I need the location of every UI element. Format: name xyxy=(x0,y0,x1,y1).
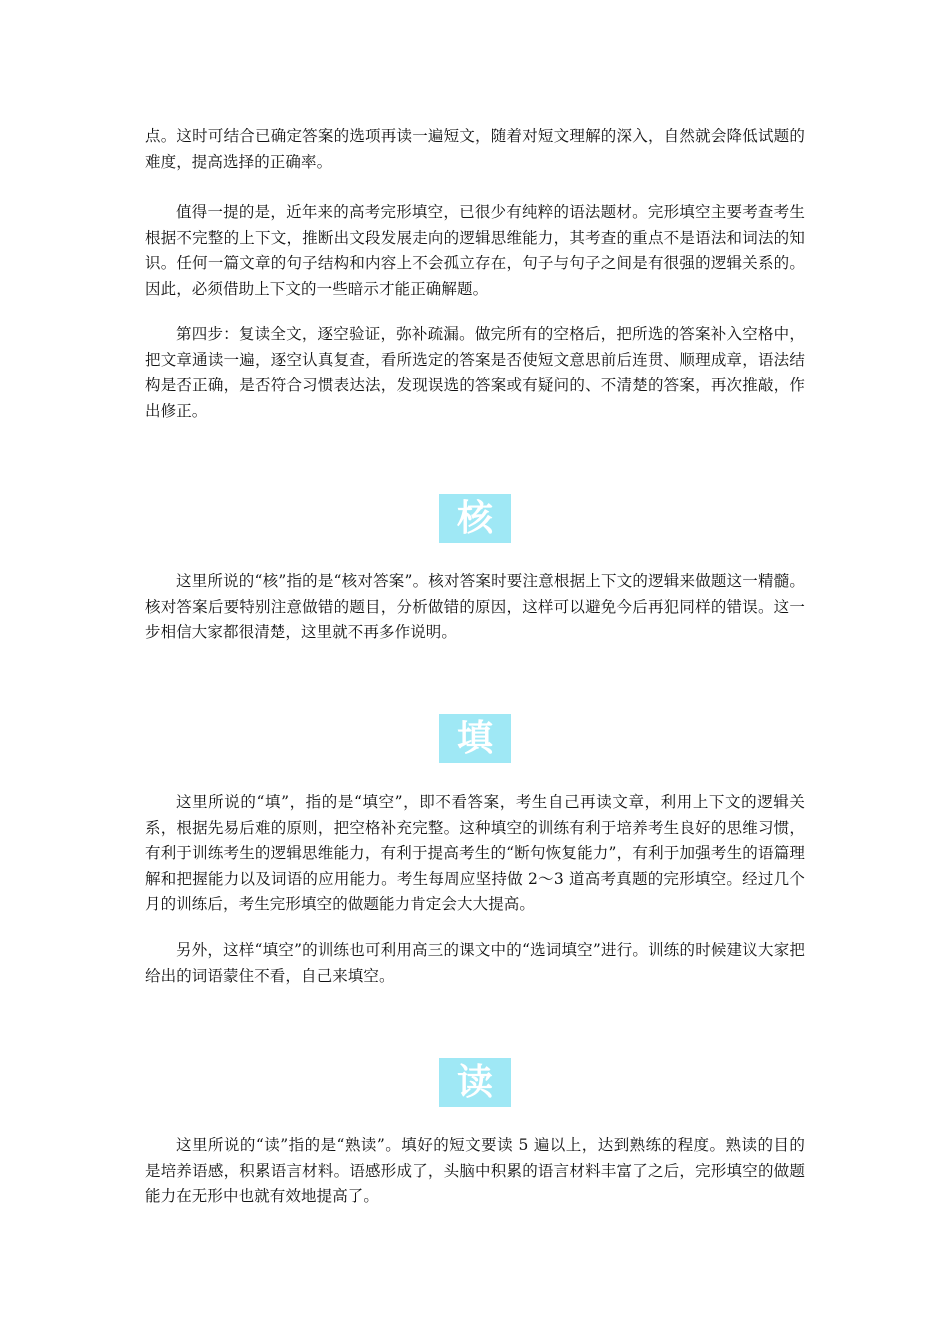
section-heading-du: 读 xyxy=(439,1058,511,1107)
section-heading-tian: 填 xyxy=(439,714,511,763)
paragraph-tian-explanation: 这里所说的“填”，指的是“填空”，即不看答案，考生自己再读文章，利用上下文的逻辑关系，根据先易后难的原则，把空格补充完整。这种填空的训练有利于培养考生良好的思维习惯，有利于训练考生的逻辑思维能力，有利于提高考生的“断句恢复能力”，有利于加强考生的语篇理解和把握能力以及词语的应用能力。考生每周应坚持做 2～3 道高考真题的完形填空。经过几个月的训练后，考生完形填空的做题能力肯定会大大提高。 xyxy=(145,793,805,913)
paragraph-he-explanation: 这里所说的“核”指的是“核对答案”。核对答案时要注意根据上下文的逻辑来做题这一精髓。核对答案后要特别注意做错的题目，分析做错的原因，这样可以避免今后再犯同样的错误。这一步相信大家都很清楚，这里就不再多作说明。 xyxy=(145,572,805,641)
paragraph-continuation: 点。这时可结合已确定答案的选项再读一遍短文，随着对短文理解的深入，自然就会降低试题的难度，提高选择的正确率。 xyxy=(145,127,805,171)
paragraph-du-explanation: 这里所说的“读”指的是“熟读”。填好的短文要读 5 遍以上，达到熟练的程度。熟读的目的是培养语感，积累语言材料。语感形成了，头脑中积累的语言材料丰富了之后，完形填空的做题能力在无形中也就有效地提高了。 xyxy=(145,1136,805,1205)
paragraph-tian-extra: 另外，这样“填空”的训练也可利用高三的课文中的“选词填空”进行。训练的时候建议大家把给出的词语蒙住不看，自己来填空。 xyxy=(145,941,805,985)
paragraph-step-four: 第四步：复读全文，逐空验证，弥补疏漏。做完所有的空格后，把所选的答案补入空格中，把文章通读一遍，逐空认真复查，看所选定的答案是否使短文意思前后连贯、顺理成章，语法结构是否正确，是否符合习惯表达法，发现误选的答案或有疑问的、不清楚的答案，再次推敲，作出修正。 xyxy=(145,325,805,420)
paragraph-logic-note: 值得一提的是，近年来的高考完形填空，已很少有纯粹的语法题材。完形填空主要考查考生根据不完整的上下文，推断出文段发展走向的逻辑思维能力，其考查的重点不是语法和词法的知识。任何一篇文章的句子结构和内容上不会孤立存在，句子与句子之间是有很强的逻辑关系的。因此，必须借助上下文的一些暗示才能正确解题。 xyxy=(145,203,805,298)
section-heading-he: 核 xyxy=(439,494,511,543)
